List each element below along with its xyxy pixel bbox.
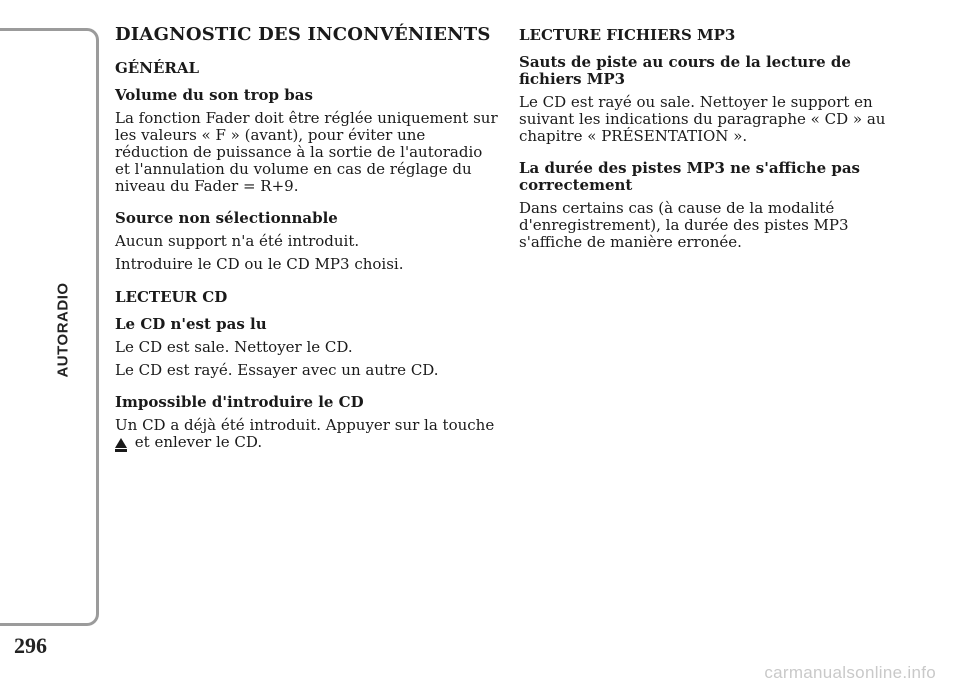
page-number: 296: [14, 633, 47, 658]
issue-text-source-2: Introduire le CD ou le CD MP3 choisi.: [115, 255, 404, 273]
issue-text-track-skip: Le CD est rayé ou sale. Nettoyer le support en suivant les indications du paragraphe « CD » au chapitre « PRÉSENTATION ».: [519, 93, 886, 145]
issue-text-volume: La fonction Fader doit être réglée uniquement sur les valeurs « F » (avant), pour éviter une réduction de puissance à la sortie de l'autoradio et l'annulation du volume en cas de réglage du niveau du Fader = R+9.: [115, 109, 498, 195]
watermark: carmanualsonline.info: [764, 663, 936, 682]
issue-text-duration: Dans certains cas (à cause de la modalité d'enregistrement), la durée des pistes MP3 s'affiche de manière erronée.: [519, 199, 849, 251]
issue-text-source-1: Aucun support n'a été introduit.: [115, 232, 360, 250]
issue-title-track-skip: Sauts de piste au cours de la lecture de fichiers MP3: [519, 53, 851, 88]
left-column: [115, 24, 501, 457]
eject-icon: [115, 438, 127, 448]
right-column: [519, 24, 899, 257]
issue-text-cd-insert: [115, 417, 501, 451]
issue-title-cd-not-read: Le CD n'est pas lu: [115, 315, 267, 333]
section-heading-cd-player: LECTEUR CD: [115, 288, 228, 306]
issue-title-duration: La durée des pistes MP3 ne s'affiche pas correctement: [519, 159, 861, 194]
side-tab: [0, 28, 99, 626]
issue-text-cd-dirty: Le CD est sale. Nettoyer le CD.: [115, 338, 353, 356]
section-heading-mp3: LECTURE FICHIERS MP3: [519, 26, 736, 44]
issue-title-volume: Volume du son trop bas: [115, 86, 313, 104]
issue-title-source: Source non sélectionnable: [115, 209, 338, 227]
page-title: DIAGNOSTIC DES INCONVÉNIENTS: [115, 24, 491, 45]
issue-text-cd-scratched: Le CD est rayé. Essayer avec un autre CD.: [115, 361, 439, 379]
issue-text-cd-insert-a: Un CD a déjà été introduit. Appuyer sur la touche: [115, 416, 495, 434]
issue-text-cd-insert-b: et enlever le CD.: [134, 433, 263, 451]
section-label: AUTORADIO: [54, 282, 72, 378]
section-heading-general: GÉNÉRAL: [115, 59, 200, 77]
issue-title-cd-insert: Impossible d'introduire le CD: [115, 393, 364, 411]
